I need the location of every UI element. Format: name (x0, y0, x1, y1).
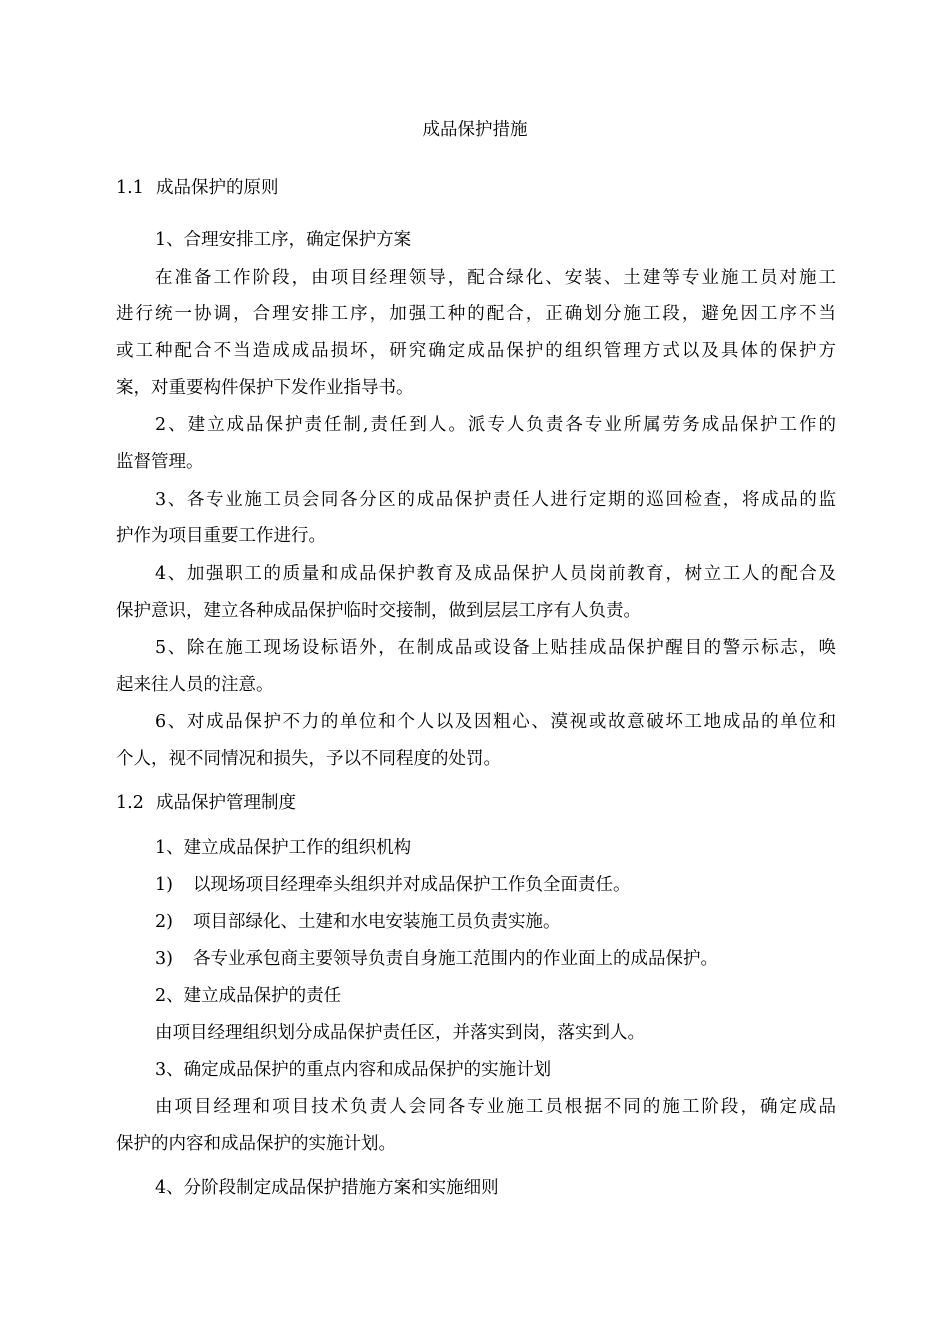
paragraph-line: 监督管理。 (116, 452, 204, 472)
paragraph-line: 2、建立成品保护责任制,责任到人。派专人负责各专业所属劳务成品保护工作的 (155, 415, 836, 435)
list-item-number: 1) (155, 875, 173, 895)
list-item-number: 3) (155, 949, 173, 969)
list-item (155, 873, 836, 897)
paragraph-line: 进行统一协调，合理安排工序，加强工种的配合，正确划分施工段，避免因工序不当 (116, 304, 836, 324)
section-number: 1.1 (116, 178, 144, 198)
page-title: 成品保护措施 (422, 120, 528, 140)
paragraph-line: 6、对成品保护不力的单位和个人以及因粗心、漠视或故意破坏工地成品的单位和 (155, 712, 836, 732)
paragraph-line: 保护意识，建立各种成品保护临时交接制，做到层层工序有人负责。 (116, 601, 641, 621)
paragraph-line: 在准备工作阶段，由项目经理领导，配合绿化、安装、土建等专业施工员对施工 (155, 268, 836, 288)
section-number: 1.2 (116, 793, 144, 813)
paragraph-line: 保护的内容和成品保护的实施计划。 (116, 1134, 396, 1154)
item-heading: 4、分阶段制定成品保护措施方案和实施细则 (155, 1178, 499, 1198)
paragraph-line: 5、除在施工现场设标语外，在制成品或设备上贴挂成品保护醒目的警示标志，唤 (155, 638, 836, 658)
paragraph-line: 案，对重要构件保护下发作业指导书。 (116, 378, 414, 398)
section-heading-1-2 (116, 791, 836, 815)
list-item (155, 910, 836, 934)
paragraph-line: 3、各专业施工员会同各分区的成品保护责任人进行定期的巡回检查，将成品的监 (155, 490, 836, 510)
paragraph-line: 由项目经理和项目技术负责人会同各专业施工员根据不同的施工阶段，确定成品 (155, 1097, 836, 1117)
item-heading: 3、确定成品保护的重点内容和成品保护的实施计划 (155, 1060, 552, 1080)
list-item-number: 2) (155, 912, 173, 932)
list-item (155, 947, 836, 971)
paragraph-line: 或工种配合不当造成成品损坏，研究确定成品保护的组织管理方式以及具体的保护方 (116, 341, 836, 361)
list-item-text: 项目部绿化、土建和水电安装施工员负责实施。 (193, 912, 561, 932)
paragraph-line: 起来往人员的注意。 (116, 675, 274, 695)
paragraph-line: 由项目经理组织划分成品保护责任区，并落实到岗，落实到人。 (155, 1023, 645, 1043)
item-heading: 2、建立成品保护的责任 (155, 986, 342, 1006)
section-title: 成品保护管理制度 (156, 793, 296, 813)
list-item-text: 各专业承包商主要领导负责自身施工范围内的作业面上的成品保护。 (193, 949, 718, 969)
section-heading-1-1 (116, 176, 836, 200)
paragraph-line: 护作为项目重要工作进行。 (116, 526, 326, 546)
list-item-text: 以现场项目经理牵头组织并对成品保护工作负全面责任。 (193, 875, 631, 895)
item-heading: 1、建立成品保护工作的组织机构 (155, 838, 412, 858)
item-heading: 1、合理安排工序，确定保护方案 (155, 230, 412, 250)
paragraph-line: 个人，视不同情况和损失，予以不同程度的处罚。 (116, 749, 501, 769)
section-title: 成品保护的原则 (156, 178, 279, 198)
paragraph-line: 4、加强职工的质量和成品保护教育及成品保护人员岗前教育，树立工人的配合及 (155, 564, 836, 584)
